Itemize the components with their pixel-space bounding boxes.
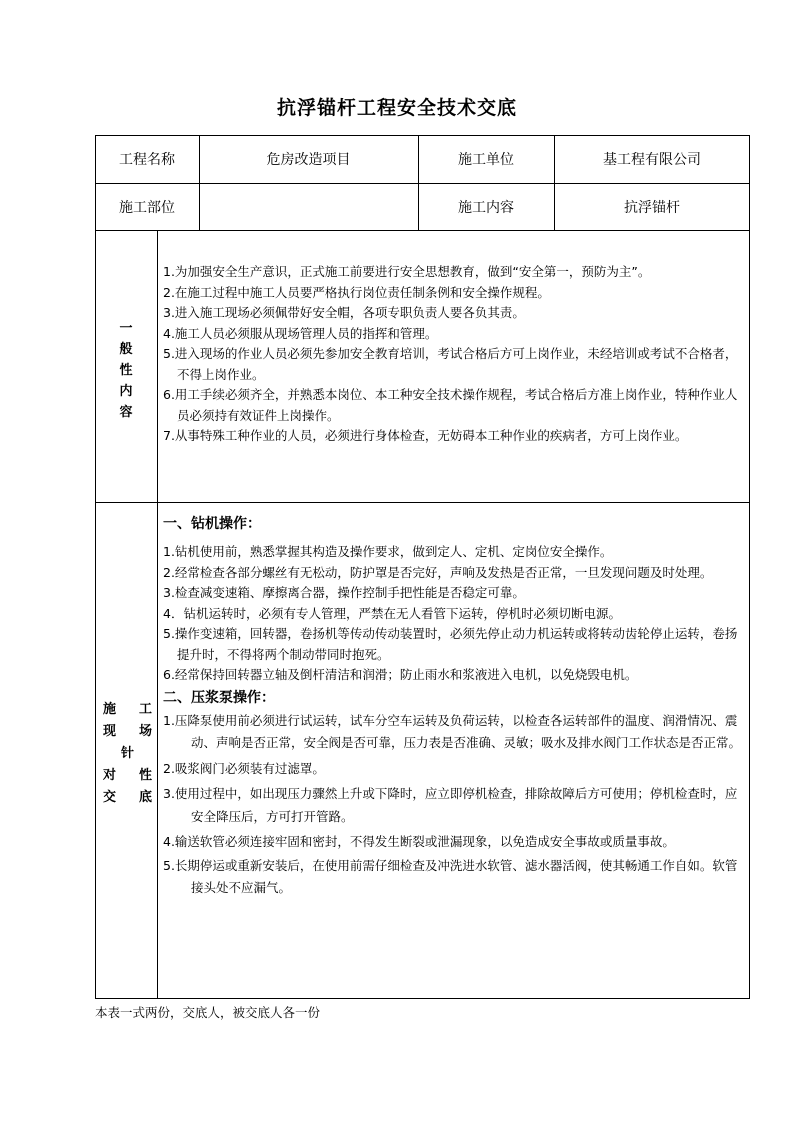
list-item: 4．钻机运转时，必须有专人管理，严禁在无人看管下运转，停机时必须切断电源。 (163, 605, 621, 621)
label-char: 一 (119, 321, 133, 336)
list-item: 2.经常检查各部分螺丝有无松动，防护罩是否完好，声响及发热是否正常，一旦发现问题及时处理。 (163, 564, 713, 580)
list-item: 3.进入施工现场必须佩带好安全帽，各项专职负责人要各负其责。 (163, 305, 525, 320)
column-divider (157, 230, 158, 999)
label-char: 场 (139, 724, 153, 739)
general-content-list (163, 262, 745, 447)
label-char: 对 (103, 768, 117, 783)
label-char: 工 (139, 702, 153, 717)
label-char: 针 (121, 746, 135, 761)
list-item: 6.经常保持回转器立轴及倒杆清洁和润滑；防止雨水和浆液进入电机，以免烧毁电机。 (163, 667, 638, 682)
list-item: 3.使用过程中，如出现压力骤然上升或下降时，应立即停机检查，排除故障后方可使用；停机检查时，应安全降压后，方可打开管路。 (163, 786, 738, 824)
list-item: 2.在施工过程中施工人员要严格执行岗位责任制条例和安全操作规程。 (163, 284, 550, 300)
list-item: 4.施工人员必须服从现场管理人员的指挥和管理。 (163, 325, 438, 341)
construction-part-label: 施工部位 (119, 199, 175, 216)
list-item: 4.输送软管必须连接牢固和密封，不得发生断裂或泄漏现象，以免造成安全事故或质量事故。 (163, 834, 675, 849)
label-char: 般 (119, 342, 133, 357)
footer-note: 本表一式两份，交底人，被交底人各一份 (95, 1005, 321, 1020)
general-content-label (95, 318, 157, 423)
row-divider (95, 230, 750, 231)
section-heading-grout-pump: 二、压浆泵操作： (163, 689, 275, 706)
label-char: 内 (119, 384, 133, 399)
label-char: 现 (103, 724, 117, 739)
label-char: 容 (119, 405, 133, 420)
project-name-label: 工程名称 (119, 152, 175, 168)
list-item: 6.用工手续必须齐全，并熟悉本岗位、本工种安全技术操作规程，考试合格后方准上岗作业，特种作业人员必须持有效证件上岗操作。 (163, 387, 738, 423)
list-item: 5.操作变速箱，回转器，卷扬机等传动传动装置时，必须先停止动力机运转或将转动齿轮停止运转，卷扬提升时，不得将两个制动带同时抱死。 (163, 626, 738, 662)
construction-unit-label: 施工单位 (458, 152, 514, 168)
construction-content-value: 抗浮锚杆 (624, 199, 680, 216)
row-divider (95, 502, 750, 503)
list-item: 1.钻机使用前，熟悉掌握其构造及操作要求，做到定人、定机、定岗位安全操作。 (163, 544, 613, 559)
list-item: 3.检查减变速箱、摩擦离合器，操作控制手把性能是否稳定可靠。 (163, 585, 525, 600)
page-title: 抗浮锚杆工程安全技术交底 (276, 97, 517, 119)
list-item: 5.进入现场的作业人员必须先参加安全教育培训，考试合格后方可上岗作业，未经培训或考试不合格者，不得上岗作业。 (163, 346, 738, 382)
list-item: 1.压降泵使用前必须进行试运转，试车分空车运转及负荷运转，以检查各运转部件的温度、润滑情况、震动、声响是否正常，安全阀是否可靠，压力表是否准确、灵敏；吸水及排水阀门工作状态是否正常。 (163, 712, 742, 750)
list-item: 5.长期停运或重新安装后，在使用前需仔细检查及冲洗进水软管、滤水器活阀，使其畅通工作自如。软管接头处不应漏气。 (163, 857, 738, 895)
label-char: 底 (139, 790, 153, 805)
site-specific-content (163, 512, 745, 900)
construction-content-label: 施工内容 (458, 199, 514, 216)
construction-unit-value: 基工程有限公司 (603, 152, 701, 168)
list-item: 2.吸浆阀门必须装有过滤罩。 (163, 760, 325, 776)
project-name-value: 危房改造项目 (266, 152, 351, 168)
label-char: 性 (119, 363, 133, 378)
label-char: 施 (103, 702, 117, 717)
construction-part-value (199, 183, 418, 230)
list-item: 1.为加强安全生产意识，正式施工前要进行安全思想教育，做到“安全第一，预防为主”。 (163, 264, 651, 279)
label-char: 交 (103, 790, 117, 805)
label-char: 性 (139, 768, 153, 783)
list-item: 7.从事特殊工种作业的人员，必须进行身体检查，无妨碍本工种作业的疾病者，方可上岗作业。 (163, 428, 688, 443)
section-heading-drill: 一、钻机操作： (163, 516, 261, 532)
